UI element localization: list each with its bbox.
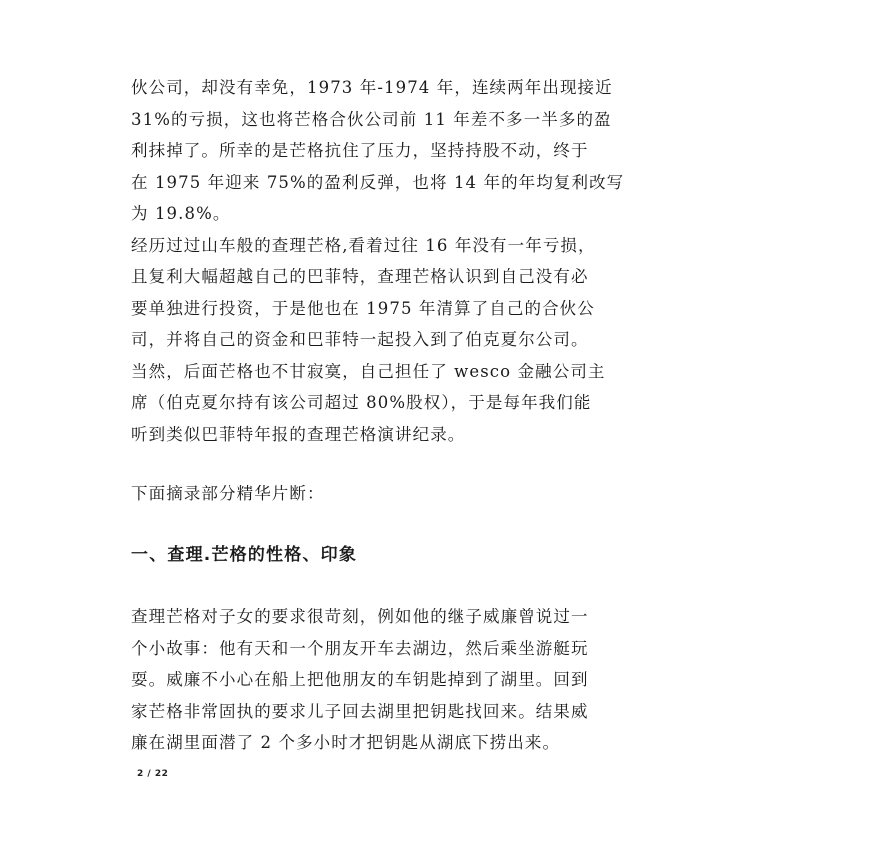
text-line: 且复利大幅超越自己的巴菲特，查理芒格认识到自己没有必 [131,267,589,286]
text-line: 个小故事：他有天和一个朋友开车去湖边，然后乘坐游艇玩 [131,638,589,658]
text-line: 31%的亏损，这也将芒格合伙公司前 11 年差不多一半多的盈 [131,109,612,129]
paragraph-2 [131,230,751,451]
blank-line [131,450,751,478]
blank-line [131,510,751,540]
text-line: 下面摘录部分精华片断： [131,484,325,503]
intro-line [131,478,751,510]
text-line: 查理芒格对子女的要求很苛刻，例如他的继子威廉曾说过一 [131,607,589,626]
text-line: 在 1975 年迎来 75%的盈利反弹，也将 14 年的年均复利改写 [131,172,625,192]
text-line: 为 19.8%。 [131,204,231,223]
text-line: 家芒格非常固执的要求儿子回去湖里把钥匙找回来。结果威 [131,701,589,721]
text-line: 廉在湖里面潜了 2 个多小时才把钥匙从湖底下捞出来。 [131,733,561,752]
document-body [131,72,751,759]
text-line: 经历过过山车般的查理芒格,看着过往 16 年没有一年亏损， [131,235,596,255]
text-line: 听到类似巴菲特年报的查理芒格演讲纪录。 [131,424,466,444]
blank-line [131,571,751,601]
text-line: 当然，后面芒格也不甘寂寞，自己担任了 wesco 金融公司主 [131,361,606,381]
text-line: 要单独进行投资，于是他也在 1975 年清算了自己的合伙公 [131,298,595,318]
paragraph-3 [131,601,751,759]
section-heading: 一、查理.芒格的性格、印象 [131,544,358,565]
page-number: 2 / 22 [137,769,169,779]
text-line: 司，并将自己的资金和巴菲特一起投入到了伯克夏尔公司。 [131,330,589,349]
text-line: 耍。威廉不小心在船上把他朋友的车钥匙掉到了湖里。回到 [131,670,589,689]
text-line: 席（伯克夏尔持有该公司超过 80%股权），于是每年我们能 [131,393,592,412]
text-line: 伙公司，却没有幸免，1973 年-1974 年，连续两年出现接近 [131,78,613,97]
text-line: 利抹掉了。所幸的是芒格抗住了压力，坚持持股不动，终于 [131,141,589,160]
paragraph-1 [131,72,751,230]
